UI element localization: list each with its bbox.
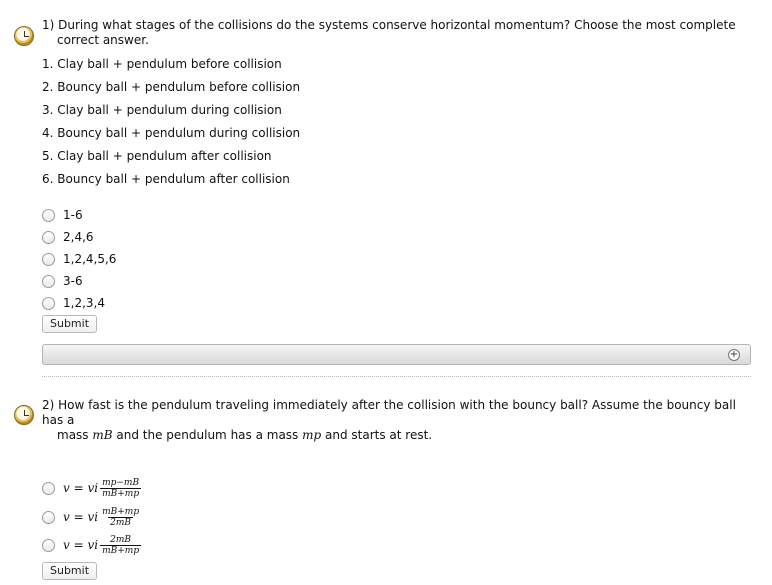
formula-fraction	[100, 478, 141, 499]
list-item: 2. Bouncy ball + pendulum before collision	[42, 80, 301, 94]
list-item: 3. Clay ball + pendulum during collision	[42, 103, 282, 117]
answer-option[interactable]	[42, 248, 116, 270]
radio-button[interactable]	[42, 253, 55, 266]
formula-fraction	[100, 535, 141, 556]
mass-p-symbol: mp	[302, 428, 322, 442]
list-item: 6. Bouncy ball + pendulum after collision	[42, 172, 290, 186]
question-2-options	[42, 473, 141, 559]
radio-button[interactable]	[42, 297, 55, 310]
radio-button[interactable]	[42, 539, 55, 552]
answer-option[interactable]	[42, 531, 141, 559]
radio-button[interactable]	[42, 275, 55, 288]
question-1-text-line1: During what stages of the collisions do the systems conserve horizontal momentum? Choose the most complete	[58, 18, 736, 32]
text-fragment: and starts at rest.	[321, 428, 433, 442]
stopwatch-icon	[14, 405, 34, 425]
text-fragment: mass	[57, 428, 93, 442]
list-item: 5. Clay ball + pendulum after collision	[42, 149, 272, 163]
option-label: 3-6	[63, 274, 83, 288]
formula-lhs: v = vi	[63, 538, 99, 552]
answer-option[interactable]	[42, 270, 116, 292]
fraction-denominator: mB+mp	[102, 545, 140, 556]
radio-button[interactable]	[42, 231, 55, 244]
formula-lhs: v = vi	[63, 510, 99, 524]
fraction-numerator: mp−mB	[102, 477, 140, 488]
question-2-number: 2)	[42, 398, 55, 412]
question-1-options	[42, 204, 116, 314]
mass-b-symbol: mB	[92, 428, 113, 442]
option-label: 1,2,3,4	[63, 296, 105, 310]
formula-lhs: v = vi	[63, 481, 99, 495]
option-label: 1-6	[63, 208, 83, 222]
stopwatch-icon	[14, 26, 34, 46]
question-1-number: 1)	[42, 18, 55, 32]
radio-button[interactable]	[42, 482, 55, 495]
radio-button[interactable]	[42, 209, 55, 222]
answer-option[interactable]	[42, 473, 141, 503]
answer-option[interactable]	[42, 226, 116, 248]
fraction-denominator: 2mB	[110, 517, 132, 528]
list-item: 1. Clay ball + pendulum before collision	[42, 57, 282, 71]
feedback-bar[interactable]	[42, 344, 751, 365]
option-label: 1,2,4,5,6	[63, 252, 117, 266]
radio-button[interactable]	[42, 511, 55, 524]
option-label: 2,4,6	[63, 230, 94, 244]
answer-option[interactable]	[42, 292, 116, 314]
submit-button[interactable]: Submit	[42, 562, 97, 580]
question-1-prompt	[42, 18, 757, 48]
stage-list	[42, 56, 300, 194]
fraction-numerator: 2mB	[110, 534, 132, 545]
answer-option[interactable]	[42, 204, 116, 226]
question-2-text-line2	[42, 428, 757, 443]
question-2-prompt	[42, 398, 757, 443]
divider	[42, 376, 751, 377]
formula-fraction	[100, 507, 141, 528]
fraction-denominator: mB+mp	[102, 488, 140, 499]
question-2-text-line1: How fast is the pendulum traveling immediately after the collision with the bouncy ball? Assume the bouncy ball has a	[42, 398, 736, 427]
text-fragment: and the pendulum has a mass	[112, 428, 303, 442]
list-item: 4. Bouncy ball + pendulum during collision	[42, 126, 301, 140]
fraction-numerator: mB+mp	[102, 506, 140, 517]
submit-button[interactable]: Submit	[42, 315, 97, 333]
plus-icon[interactable]: +	[729, 349, 739, 360]
answer-option[interactable]	[42, 503, 141, 531]
question-1-text-line2: correct answer.	[57, 33, 149, 47]
